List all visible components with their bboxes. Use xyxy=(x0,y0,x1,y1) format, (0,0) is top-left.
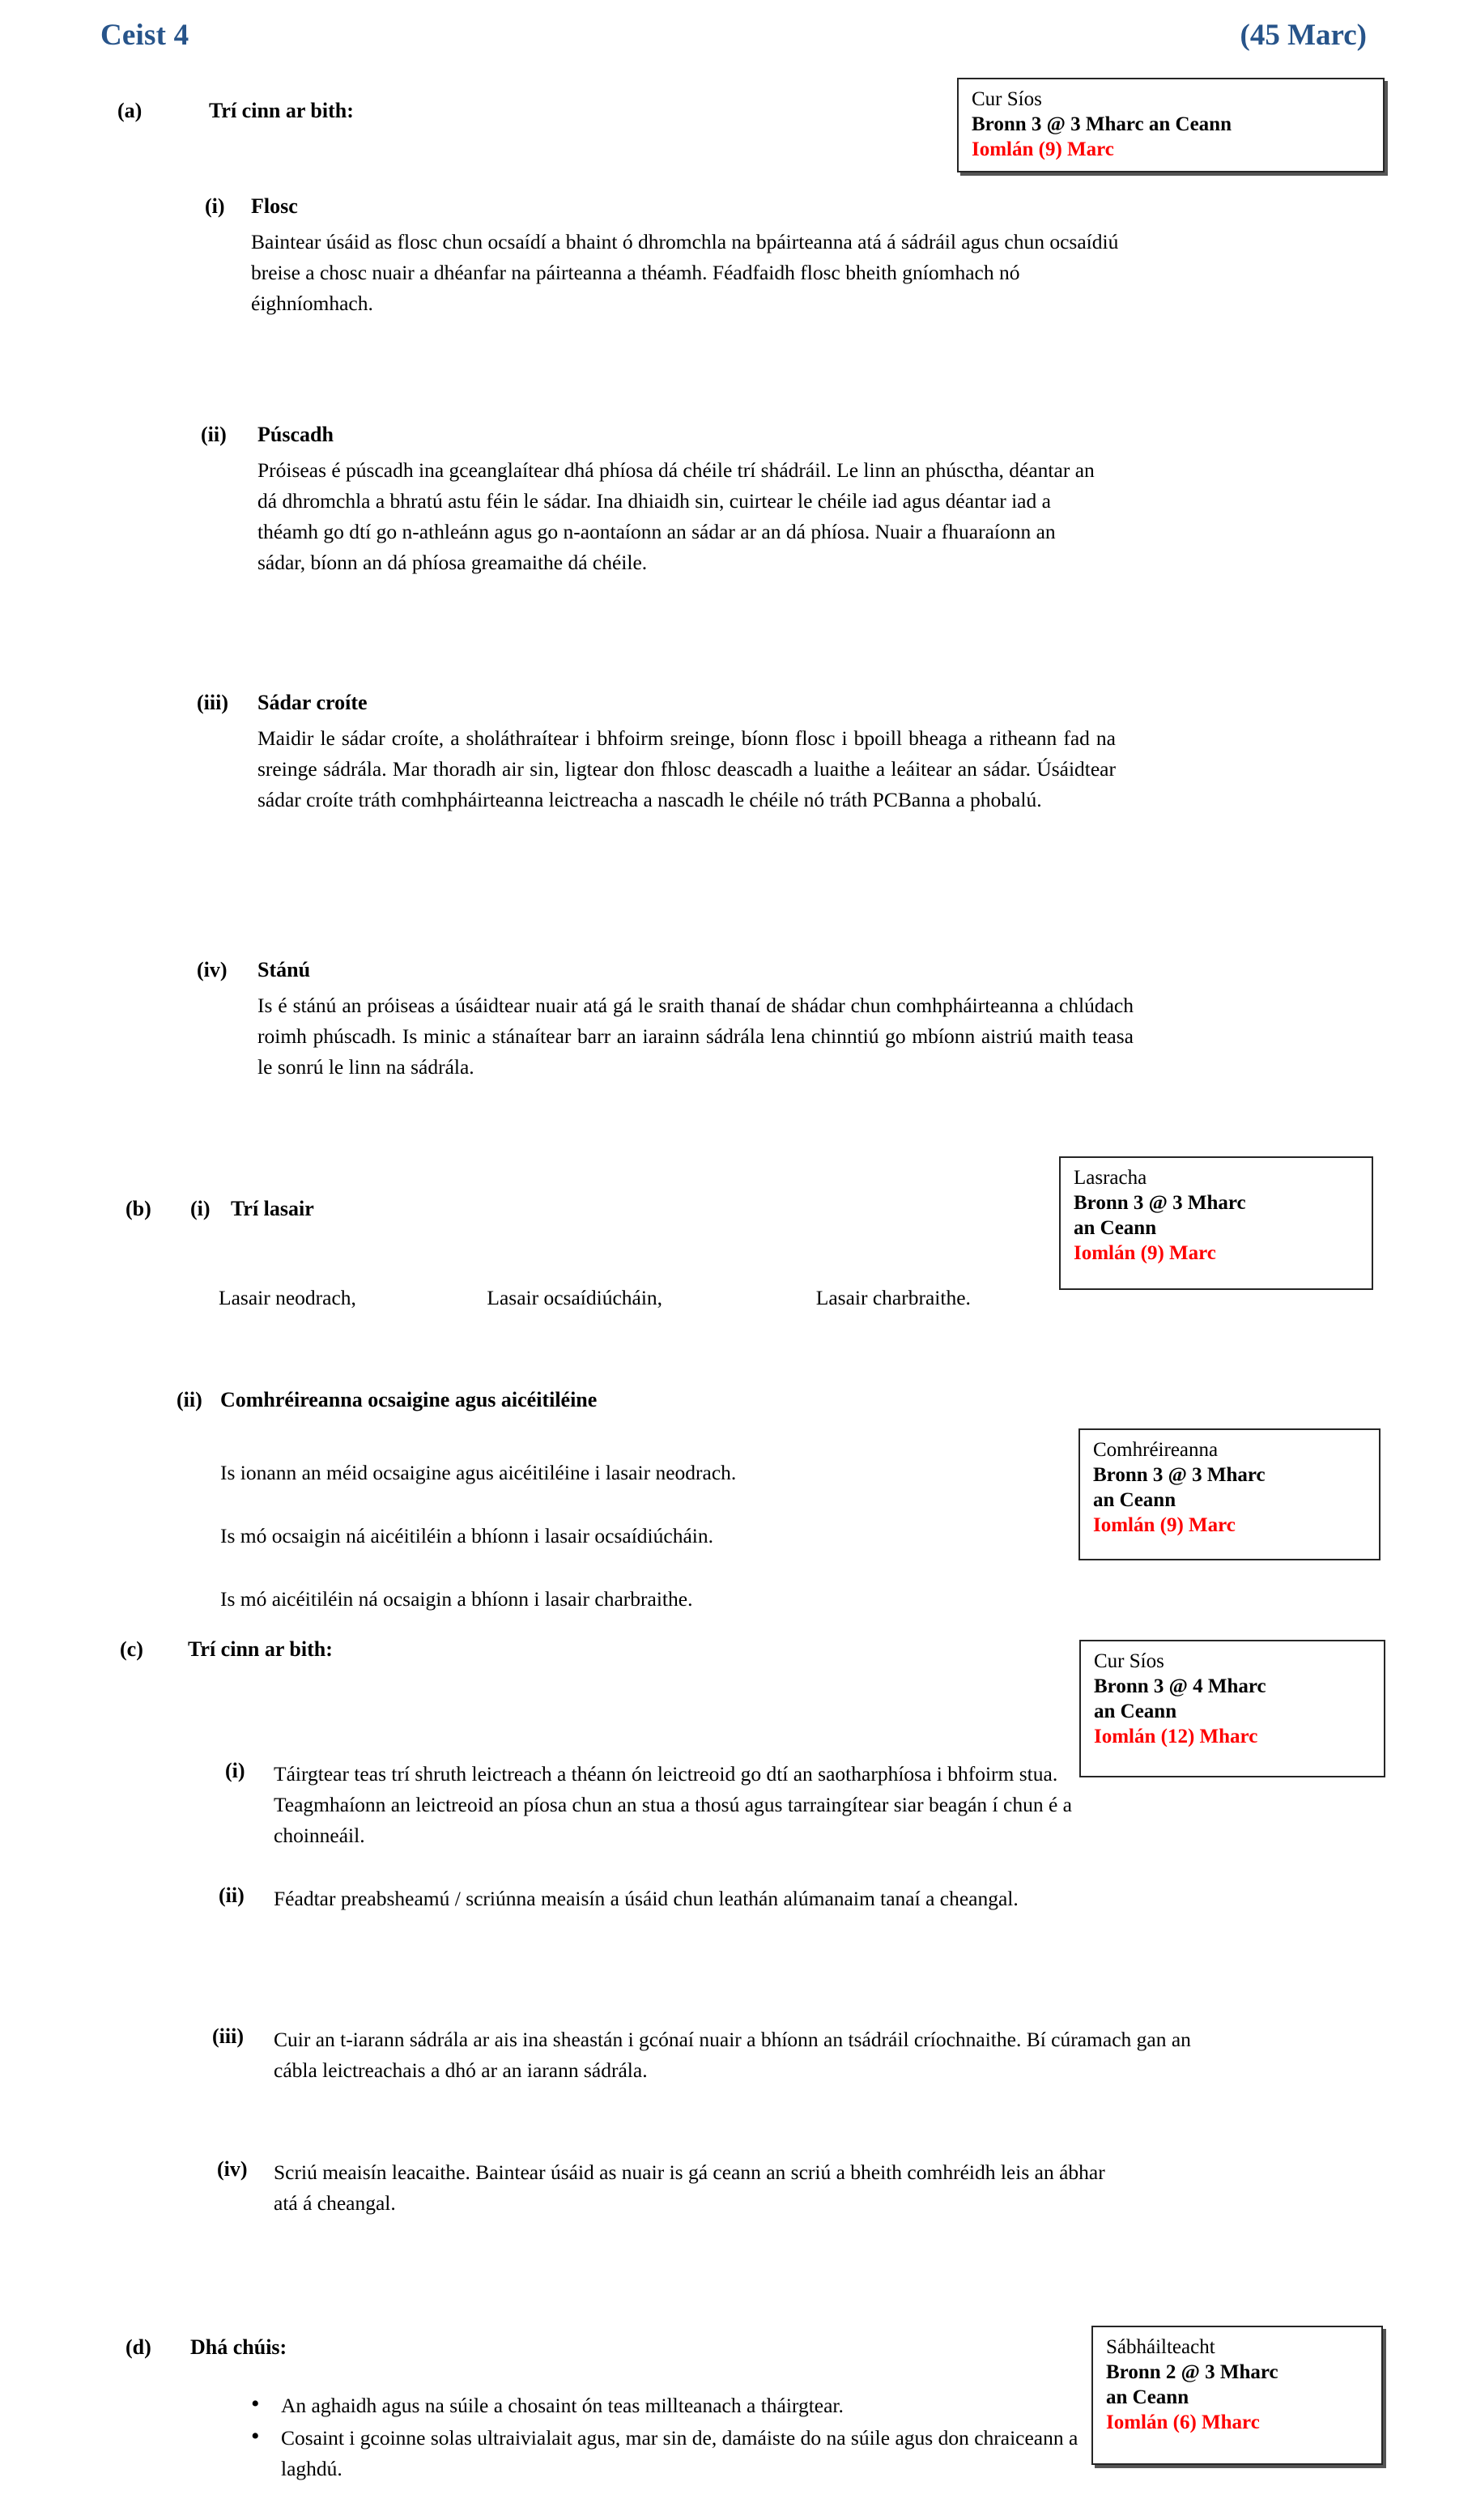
list-item: • Cosaint i gcoinne solas ultraivialait agus, mar sin de, damáiste do na súile agus don chraiceann a laghdú. xyxy=(243,2423,1101,2484)
mark-box-part-d xyxy=(1091,2326,1383,2465)
item-a-iii-number: (iii) xyxy=(197,691,228,714)
mark-box-award: Bronn 3 @ 3 Mharc an Ceann xyxy=(972,113,1232,135)
item-b-ii-line-2: Is mó ocsaigin ná aicéitiléin a bhíonn i lasair ocsaídiúcháin. xyxy=(220,1524,713,1547)
mark-box-total: Iomlán (9) Marc xyxy=(972,138,1114,160)
mark-box-award-line2: an Ceann xyxy=(1093,1489,1176,1511)
item-b-ii-number: (ii) xyxy=(177,1388,202,1411)
mark-box-award-line1: Bronn 3 @ 3 Mharc xyxy=(1093,1464,1266,1486)
item-c-iii-body: Cuir an t-iarann sádrála ar ais ina sheastán i gcónaí nuair a bhíonn an tsádráil críochnaithe. Bí cúramach gan an cábla leictreachais a dhó ar an iarann sádrála. xyxy=(274,2028,1191,2082)
item-a-ii-body: Próiseas é púscadh ina gceanglaítear dhá phíosa dá chéile trí shádráil. Le linn an phúsctha, déantar an dá dhromchla a bhratú astu féin le sádar. Ina dhiaidh sin, cuirtear le chéile iad agus déantar iad a théamh go dtí go n-athleánn agus go n-aontaíonn an sádar ar an dá phíosa. Nuair a fhuaraíonn an sádar, bíonn an dá phíosa greamaithe dá chéile. xyxy=(257,458,1095,574)
mark-box-award-line2: an Ceann xyxy=(1094,1701,1177,1722)
page-header xyxy=(0,18,1472,60)
item-a-iv-heading: Stánú xyxy=(257,958,311,981)
item-c-iv-number: (iv) xyxy=(217,2157,248,2181)
mark-box-award-line1: Bronn 3 @ 3 Mharc xyxy=(1074,1192,1246,1214)
part-a-title: Trí cinn ar bith: xyxy=(209,99,354,122)
mark-box-award-line1: Bronn 2 @ 3 Mharc xyxy=(1106,2361,1278,2383)
flame-type-oxidising: Lasair ocsaídiúcháin, xyxy=(487,1286,663,1309)
mark-box-award-line1: Bronn 3 @ 4 Mharc xyxy=(1094,1675,1266,1697)
item-a-iii-heading: Sádar croíte xyxy=(257,691,368,714)
mark-box-title: Sábháilteacht xyxy=(1106,2336,1215,2358)
mark-box-part-b-ii xyxy=(1078,1428,1381,1560)
part-d-title: Dhá chúis: xyxy=(190,2335,287,2359)
page-title: Ceist 4 xyxy=(100,19,189,52)
item-a-i-body: Baintear úsáid as flosc chun ocsaídí a bhaint ó dhromchla na bpáirteanna atá á sádráil agus chun ocsaídiú breise a chosc nuair a dhéanfar na páirteanna a théamh. Féadfaidh flosc bheith gníomhach nó éighníomhach. xyxy=(251,230,1119,315)
item-a-iv-number: (iv) xyxy=(197,958,228,981)
mark-box-total: Iomlán (6) Mharc xyxy=(1106,2411,1260,2433)
item-b-ii-line-1: Is ionann an méid ocsaigine agus aicéitiléine i lasair neodrach. xyxy=(220,1461,737,1484)
mark-box-total: Iomlán (9) Marc xyxy=(1074,1242,1216,1264)
item-b-ii-heading: Comhréireanna ocsaigine agus aicéitiléine xyxy=(220,1388,598,1411)
item-c-ii-number: (ii) xyxy=(219,1884,245,1907)
item-c-iv-body: Scriú meaisín leacaithe. Baintear úsáid as nuair is gá ceann an scriú a bheith comhréidh leis an ábhar atá á cheangal. xyxy=(274,2160,1105,2215)
part-d-reason-list xyxy=(243,2390,1101,2486)
mark-box-title: Cur Síos xyxy=(1094,1650,1164,1672)
mark-box-award-line2: an Ceann xyxy=(1074,1217,1157,1239)
mark-box-part-c xyxy=(1079,1640,1385,1777)
item-a-i-number: (i) xyxy=(205,194,225,218)
item-c-i-body: Táirgtear teas trí shruth leictreach a théann ón leictreoid go dtí an saotharphíosa i bhfoirm stua. Teagmhaíonn an leictreoid an píosa chun an stua a thosú agus tarraingítear siar beagán í chun é a choinneáil. xyxy=(274,1762,1072,1847)
item-b-i-number: (i) xyxy=(190,1197,211,1220)
flame-type-neutral: Lasair neodrach, xyxy=(219,1286,356,1309)
item-a-ii-heading: Púscadh xyxy=(257,423,334,446)
item-a-ii-number: (ii) xyxy=(201,423,227,446)
item-c-iii-number: (iii) xyxy=(212,2024,244,2048)
part-a-label: (a) xyxy=(117,99,143,122)
flame-type-carburising: Lasair charbraithe. xyxy=(815,1286,971,1309)
item-c-ii-body: Féadtar preabsheamú / scriúnna meaisín a úsáid chun leathán alúmanaim tanaí a cheangal. xyxy=(274,1887,1019,1910)
item-a-iv-body: Is é stánú an próiseas a úsáidtear nuair atá gá le sraith thanaí de shádar chun comhpháirteanna a chlúdach roimh phúscadh. Is minic a stánaítear barr an iarainn sádrála lena chinntiú go mbíonn aistriú maith teasa le sonrú le linn na sádrála. xyxy=(257,994,1134,1079)
mark-box-title: Cur Síos xyxy=(972,88,1042,110)
item-c-i-number: (i) xyxy=(225,1759,245,1782)
item-a-i-heading: Flosc xyxy=(251,194,298,218)
part-c-label: (c) xyxy=(120,1637,143,1661)
item-b-ii-line-3: Is mó aicéitiléin ná ocsaigin a bhíonn i lasair charbraithe. xyxy=(220,1587,693,1611)
flame-types-row xyxy=(219,1286,971,1310)
item-a-iii-body: Maidir le sádar croíte, a sholáthraítear i bhfoirm sreinge, bíonn flosc i bpoill bheaga a ritheann fad na sreinge sádrála. Mar thoradh air sin, ligtear don fhlosc deascadh a luaithe a leáitear an sádar. Úsáidtear sádar croíte tráth comhpháirteanna leictreacha a nascadh le chéile nó tráth PCBanna a phobalú. xyxy=(257,726,1116,811)
mark-box-part-b-i xyxy=(1059,1156,1373,1290)
total-marks-label: (45 Marc) xyxy=(1240,19,1367,52)
part-b-label: (b) xyxy=(126,1197,151,1220)
item-b-i-heading: Trí lasair xyxy=(231,1197,314,1220)
mark-box-award-line2: an Ceann xyxy=(1106,2386,1189,2408)
part-c-title: Trí cinn ar bith: xyxy=(188,1637,333,1661)
mark-box-total: Iomlán (9) Marc xyxy=(1093,1514,1236,1536)
mark-box-total: Iomlán (12) Mharc xyxy=(1094,1726,1258,1747)
part-d-label: (d) xyxy=(126,2335,151,2359)
mark-box-title: Comhréireanna xyxy=(1093,1439,1219,1461)
mark-box-part-a xyxy=(957,78,1385,172)
list-item: • An aghaidh agus na súile a chosaint ón teas millteanach a tháirgtear. xyxy=(243,2390,1101,2421)
mark-box-title: Lasracha xyxy=(1074,1167,1147,1189)
